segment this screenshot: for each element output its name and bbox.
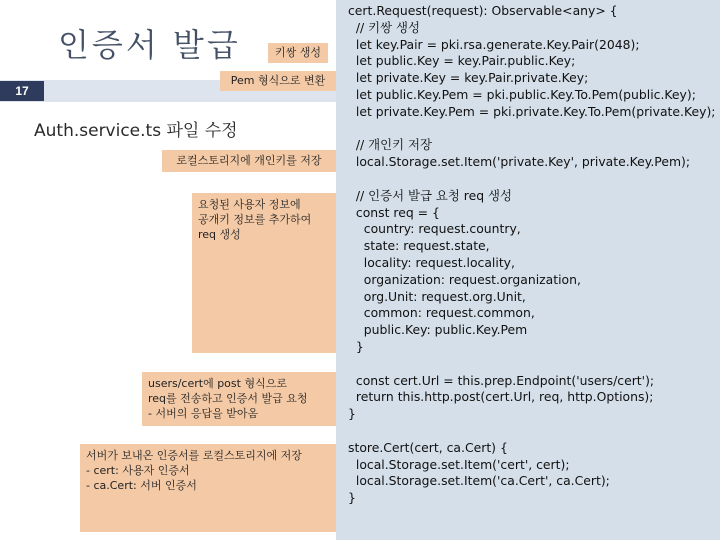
code-line: let public.Key.Pem = pki.public.Key.To.Pem(public.Key); — [348, 86, 696, 102]
code-line: // 인증서 발급 요청 req 생성 — [348, 187, 512, 203]
code-line: } — [348, 406, 356, 422]
code-line — [348, 423, 720, 440]
code-line: let key.Pair = pki.rsa.generate.Key.Pair(2048); — [348, 36, 640, 52]
code-line: public.Key: public.Key.Pem — [348, 322, 528, 338]
slide-title: 인증서 발급 — [58, 26, 241, 64]
code-line: const cert.Url = this.prep.Endpoint('users/cert'); — [348, 372, 655, 388]
code-line — [348, 356, 720, 373]
code-line: local.Storage.set.Item('ca.Cert', ca.Cert); — [348, 473, 610, 489]
slide-subtitle: Auth.service.ts 파일 수정 — [34, 121, 238, 141]
note-keypair: 키쌍 생성 — [268, 43, 328, 63]
code-line: } — [348, 338, 364, 354]
code-line: cert.Request(request): Observable<any> { — [348, 3, 618, 18]
code-line: country: request.country, — [348, 221, 521, 237]
code-line: local.Storage.set.Item('cert', cert); — [348, 456, 570, 472]
code-line — [348, 121, 720, 138]
code-line: // 개인키 저장 — [348, 137, 432, 153]
code-line: organization: request.organization, — [348, 271, 581, 287]
code-line: let public.Key = key.Pair.public.Key; — [348, 53, 576, 69]
code-line: let private.Key.Pem = pki.private.Key.To.Pem(private.Key); — [348, 103, 716, 119]
code-line: } — [348, 490, 356, 506]
code-line — [348, 171, 720, 188]
code-line: state: request.state, — [348, 238, 490, 254]
code-line: store.Cert(cert, ca.Cert) { — [348, 439, 508, 455]
code-line: return this.http.post(cert.Url, req, http.Options); — [348, 389, 654, 405]
note-save-private-key: 로컬스토리지에 개인키를 저장 — [162, 150, 336, 172]
code-line: locality: request.locality, — [348, 254, 515, 270]
note-store-cert: 서버가 보내온 인증서를 로컬스토리지에 저장 - cert: 사용자 인증서 - ca.Cert: 서버 인증서 — [80, 444, 336, 532]
note-pem: Pem 형식으로 변환 — [220, 71, 336, 91]
code-line: const req = { — [348, 204, 440, 220]
page-number: 17 — [0, 81, 44, 101]
code-line: let private.Key = key.Pair.private.Key; — [348, 70, 589, 86]
code-panel — [336, 0, 720, 540]
note-post-req: users/cert에 post 형식으로 req를 전송하고 인증서 발급 요청 - 서버의 응답을 받아옴 — [142, 372, 336, 426]
code-line: local.Storage.set.Item('private.Key', private.Key.Pem); — [348, 154, 691, 170]
code-line: // 키쌍 생성 — [348, 19, 420, 35]
code-line: org.Unit: request.org.Unit, — [348, 288, 526, 304]
note-create-req: 요청된 사용자 정보에 공개키 정보를 추가하여 req 생성 — [192, 193, 336, 353]
code-line: common: request.common, — [348, 305, 535, 321]
